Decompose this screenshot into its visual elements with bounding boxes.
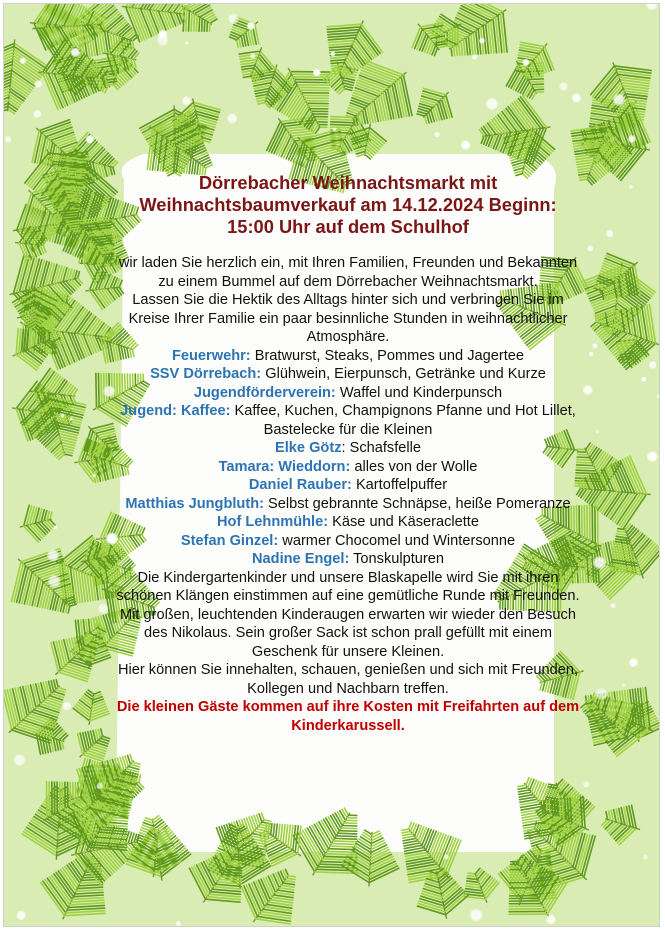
snow-dot [247, 22, 255, 30]
snow-dot [313, 69, 321, 77]
snow-dot [583, 781, 590, 788]
snow-dot [587, 245, 593, 251]
snow-dot [53, 525, 57, 529]
snow-dot [185, 41, 189, 45]
snow-dot [62, 702, 71, 711]
closing-note: Die kleinen Gäste kommen auf ihre Kosten mit Freifahrten auf dem Kinderkarussell. [116, 699, 580, 734]
snow-dot [182, 96, 191, 105]
snow-dot [92, 474, 96, 478]
snow-dot [443, 854, 449, 860]
snow-dot [98, 604, 108, 614]
vendor-offer: Kaffee, Kuchen, Champignons Pfanne und Hot Lillet, Bastelecke für die Kleinen [230, 403, 576, 438]
snow-dot [14, 754, 26, 766]
outro-paragraph: Mit großen, leuchtenden Kinderaugen erwarten wir wieder den Besuch des Nikolaus. Sein großer Sack ist schon prall gefüllt mit einem Geschenk für unsere Kleinen. [120, 606, 576, 660]
vendor-name: Hof Lehnmühle: [217, 514, 329, 530]
vendor-line [114, 532, 582, 551]
vendor-offer: Glühwein, Eierpunsch, Getränke und Kurze [261, 366, 546, 382]
vendor-name: Matthias Jungbluth: [125, 495, 264, 512]
vendor-line [114, 550, 582, 569]
vendor-name: Elke Götz [275, 440, 342, 456]
vendor-line [114, 384, 582, 403]
vendor-line [114, 347, 582, 366]
snow-dot [330, 51, 335, 56]
vendor-offer: Selbst gebrannte Schnäpse, heiße Pomeranze [263, 495, 571, 512]
snow-dot [628, 135, 636, 143]
snow-dot [596, 430, 599, 433]
vendor-line [114, 495, 582, 514]
vendor-line [114, 365, 582, 384]
snow-dot [629, 185, 633, 189]
outro-paragraph: Hier können Sie innehalten, schauen, genießen und sich mit Freunden, Kollegen und Nachbarn treffen. [118, 662, 578, 697]
snow-dot [613, 94, 625, 106]
snow-dot [629, 658, 638, 667]
snow-dot [71, 48, 80, 57]
vendor-offer: Kartoffelpuffer [351, 477, 448, 493]
intro-paragraph: wir laden Sie herzlich ein, mit Ihren Familien, Freunden und Bekannten zu einem Bummel auf dem Dörrebacher Weihnachtsmarkt. [118, 255, 578, 290]
vendor-name: Stefan Ginzel: [180, 532, 279, 549]
vendor-offer: : Schafsfelle [341, 440, 421, 456]
snow-dot [250, 53, 256, 59]
snow-dot [583, 385, 593, 395]
vendor-offer: alles von der Wolle [350, 458, 478, 475]
flyer-content [114, 172, 582, 735]
snow-dot [434, 132, 440, 138]
flyer-body [114, 254, 582, 735]
snow-dot [641, 377, 646, 382]
snow-dot [486, 98, 498, 110]
vendor-offer: warmer Chocomel und Wintersonne [278, 532, 516, 549]
vendor-name: Jugendförderverein: [193, 384, 336, 401]
snow-dot [606, 230, 614, 238]
vendor-name: Jugend: Kaffee: [120, 403, 231, 419]
snow-dot [546, 915, 556, 925]
snow-dot [228, 14, 239, 25]
snow-dot [593, 556, 606, 569]
snow-dot [37, 110, 40, 113]
snow-dot [47, 549, 59, 561]
snow-dot [34, 80, 42, 88]
vendor-offer: Bratwurst, Steaks, Pommes und Jagertee [250, 347, 525, 364]
snow-dot [595, 688, 607, 700]
vendor-line [114, 402, 582, 439]
snow-dot [649, 361, 657, 369]
snow-dot [572, 93, 581, 102]
snow-dot [622, 683, 625, 686]
intro-paragraph: Lassen Sie die Hektik des Alltags hinter sich und verbringen Sie im Kreise Ihrer Familie ein paar besinnliche Stunden in weihnachtlicher Atmosphäre. [128, 292, 568, 345]
vendor-offer: Käse und Käseraclette [328, 514, 479, 530]
snow-dot [610, 603, 616, 609]
snow-dot [16, 911, 26, 921]
snow-dot [60, 413, 65, 418]
snow-dot [333, 127, 337, 131]
vendor-offer: Waffel und Kinderpunsch [335, 384, 503, 401]
vendor-name: Nadine Engel: [252, 551, 350, 567]
vendor-offer: Tonskulpturen [349, 551, 444, 567]
vendor-name: Feuerwehr: [171, 347, 251, 364]
vendor-line [114, 458, 582, 477]
snow-dot [96, 783, 103, 790]
snow-dot [592, 343, 597, 348]
outro-paragraph: Die Kindergartenkinder und unsere Blaskapelle wird Sie mit ihren schönen Klängen einstimmen auf eine gemütliche Runde mit Freunden. [116, 569, 580, 604]
snow-dot [647, 451, 658, 462]
snow-dot [589, 351, 594, 356]
vendor-name: Daniel Rauber: [248, 477, 352, 493]
snow-dot [522, 59, 529, 66]
flyer-page [3, 3, 660, 927]
snow-dot [86, 135, 94, 143]
vendor-line [114, 513, 582, 532]
snow-dot [158, 30, 167, 39]
vendor-name: SSV Dörrebach: [150, 366, 262, 382]
snow-dot [472, 54, 477, 59]
page-title: Dörrebacher Weihnachtsmarkt mit Weihnachtsbaumverkauf am 14.12.2024 Beginn: 15:00 Uhr auf dem Schulhof [139, 172, 557, 237]
snow-dot [48, 575, 60, 587]
snow-dot [470, 909, 483, 922]
snow-dot [643, 855, 648, 860]
snow-dot [69, 417, 72, 420]
snow-dot [559, 82, 568, 91]
snow-dot [227, 113, 237, 123]
snow-dot [479, 38, 485, 44]
vendor-line [114, 476, 582, 495]
snow-dot [20, 58, 27, 65]
vendor-name: Tamara: Wieddorn: [218, 458, 351, 475]
vendor-line [114, 439, 582, 458]
snow-dot [5, 136, 12, 143]
snow-dot [461, 140, 470, 149]
